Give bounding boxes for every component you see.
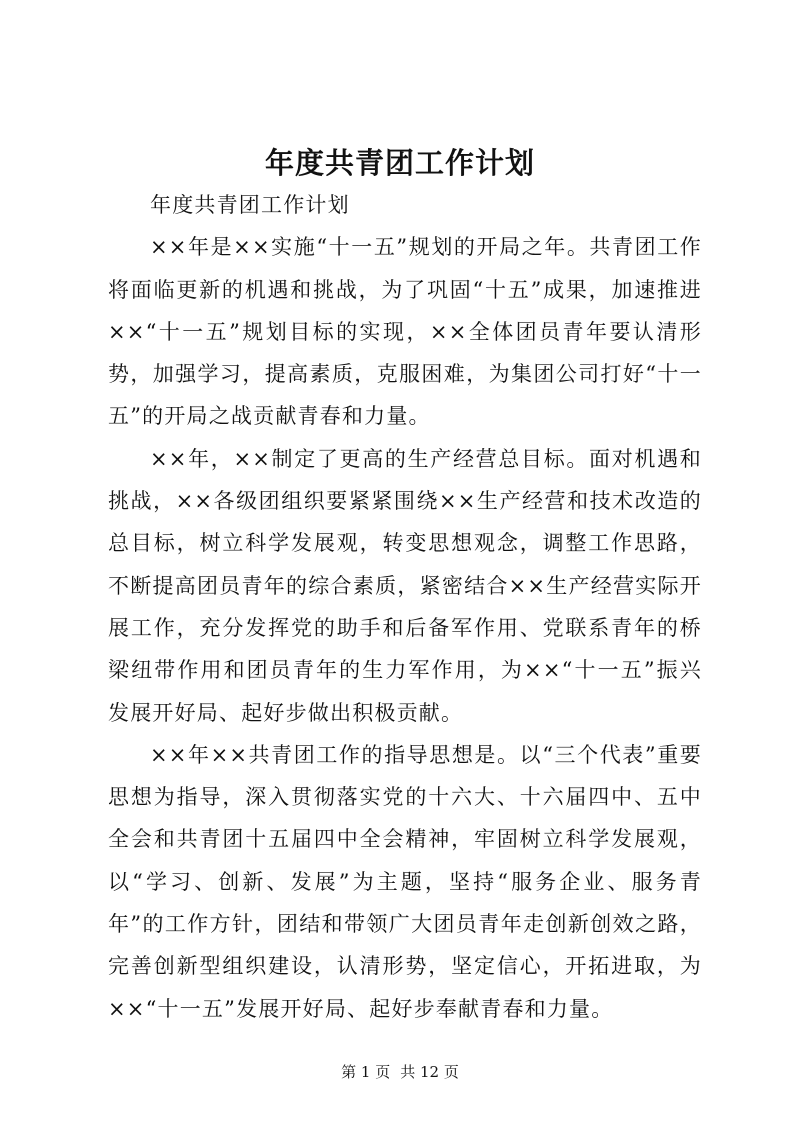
document-body — [108, 184, 702, 1030]
page-footer — [0, 1060, 800, 1084]
page-number: 第 1 页 — [341, 1063, 391, 1081]
page-total: 共 12 页 — [400, 1063, 459, 1081]
paragraph-2: ××年，××制定了更高的生产经营总目标。面对机遇和挑战，××各级团组织要紧紧围绕××生产经营和技术改造的总目标，树立科学发展观，转变思想观念，调整工作思路，不断提高团员青年的综合素质，紧密结合××生产经营实际开展工作，充分发挥党的助手和后备军作用、党联系青年的桥梁纽带作用和团员青年的生力军作用，为××“十一五”振兴发展开好局、起好步做出积极贡献。 — [108, 446, 702, 725]
paragraph-1: ××年是××实施“十一五”规划的开局之年。共青团工作将面临更新的机遇和挑战，为了巩固“十五”成果，加速推进××“十一五”规划目标的实现，××全体团员青年要认清形势，加强学习，提高素质，克服困难，为集团公司打好“十一五”的开局之战贡献青春和力量。 — [108, 235, 702, 429]
paragraph-subtitle: 年度共青团工作计划 — [150, 193, 350, 217]
document-title: 年度共青团工作计划 — [264, 146, 535, 180]
paragraph-3: ××年××共青团工作的指导思想是。以“三个代表”重要思想为指导，深入贯彻落实党的十六大、十六届四中、五中全会和共青团十五届四中全会精神，牢固树立科学发展观，以“学习、创新、发展”为主题，坚持“服务企业、服务青年”的工作方针，团结和带领广大团员青年走创新创效之路，完善创新型组织建设，认清形势，坚定信心，开拓进取，为××“十一五”发展开好局、起好步奉献青春和力量。 — [108, 742, 702, 1021]
